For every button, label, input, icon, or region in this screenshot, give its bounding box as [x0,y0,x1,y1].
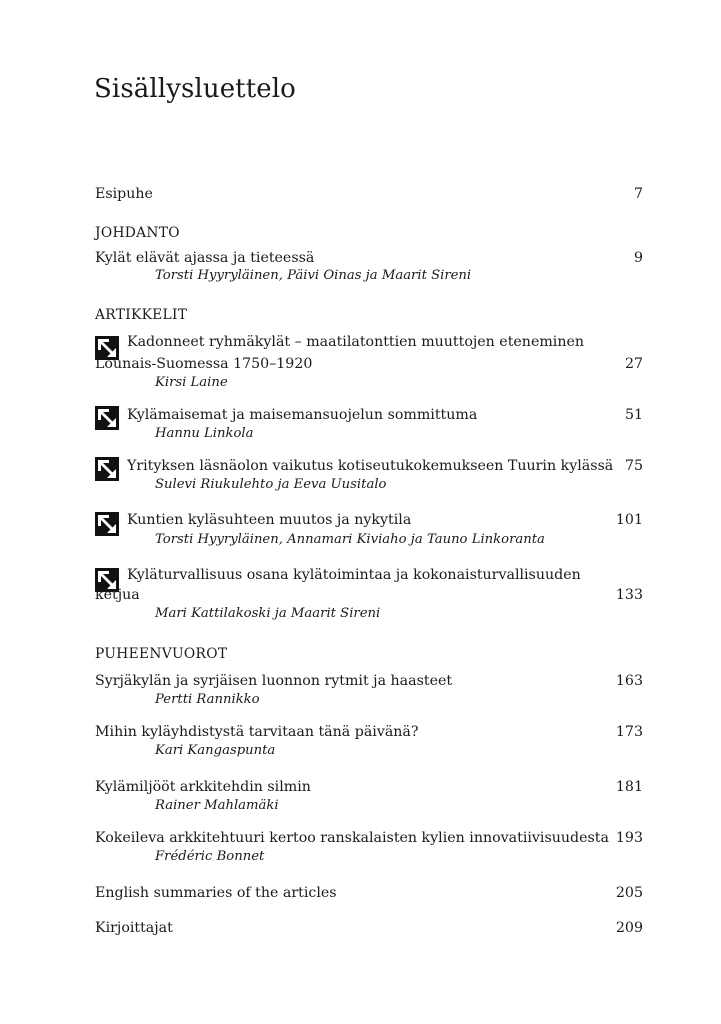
entry-title: Kyläturvallisuus osana kylätoimintaa ja kokonaisturvallisuuden [127,567,581,583]
entry-page: 163 [615,673,643,689]
entry-title: Kirjoittajat [95,920,173,936]
peer-review-mark-icon [95,406,119,430]
entry-page: 133 [615,587,643,603]
toc-entry-title-line1[interactable] [127,565,643,585]
toc-entry[interactable] [95,777,643,797]
toc-entry[interactable] [95,248,643,268]
entry-title: Kadonneet ryhmäkylät – maatilatonttien muuttojen eteneminen [127,334,584,350]
toc-entry[interactable] [127,405,643,425]
entry-title-cont: ketjua [95,587,140,603]
section-heading-johdanto: JOHDANTO [95,225,180,241]
peer-review-mark-icon [95,457,119,481]
entry-authors: Torsti Hyyryläinen, Päivi Oinas ja Maarit Sireni [155,268,472,283]
entry-page: 27 [624,356,643,372]
toc-entry[interactable] [95,671,643,691]
entry-title: Kylämaisemat ja maisemansuojelun sommittuma [127,407,478,423]
entry-authors: Frédéric Bonnet [155,849,265,864]
toc-entry[interactable] [127,456,643,476]
toc-entry[interactable] [95,354,643,374]
entry-title-cont: Lounais-Suomessa 1750–1920 [95,356,313,372]
entry-title: Mihin kyläyhdistystä tarvitaan tänä päivänä? [95,724,419,740]
entry-page: 193 [615,830,643,846]
entry-authors: Kirsi Laine [155,375,228,390]
entry-page: 101 [615,512,643,528]
peer-review-mark-icon [95,512,119,536]
entry-page: 9 [633,250,643,266]
entry-title: Yrityksen läsnäolon vaikutus kotiseutukokemukseen Tuurin kylässä [127,458,614,474]
entry-page: 173 [615,724,643,740]
toc-entry[interactable] [95,918,643,938]
entry-authors: Rainer Mahlamäki [155,798,279,813]
entry-title: Kokeileva arkkitehtuuri kertoo ranskalaisten kylien innovatiivisuudesta [95,830,609,846]
entry-page: 205 [615,885,643,901]
entry-title: Syrjäkylän ja syrjäisen luonnon rytmit ja haasteet [95,673,453,689]
entry-authors: Torsti Hyyryläinen, Annamari Kiviaho ja Tauno Linkoranta [155,532,545,547]
entry-authors: Hannu Linkola [155,426,254,441]
entry-title: English summaries of the articles [95,885,337,901]
toc-entry[interactable] [95,585,643,605]
toc-entry[interactable] [95,722,643,742]
entry-authors: Kari Kangaspunta [155,743,276,758]
entry-page: 209 [615,920,643,936]
toc-entry[interactable] [95,883,643,903]
entry-page: 181 [615,779,643,795]
toc-entry-title-line1[interactable] [127,332,643,352]
section-heading-puheenvuorot: PUHEENVUOROT [95,646,228,662]
toc-entry[interactable] [127,510,643,530]
entry-authors: Mari Kattilakoski ja Maarit Sireni [155,606,381,621]
toc-entry-esipuhe[interactable] [95,184,643,204]
entry-page: 51 [624,407,643,423]
entry-page: 75 [624,458,643,474]
entry-authors: Sulevi Riukulehto ja Eeva Uusitalo [155,477,387,492]
toc-entry[interactable] [95,828,643,848]
entry-title: Esipuhe [95,186,153,202]
entry-title: Kuntien kyläsuhteen muutos ja nykytila [127,512,412,528]
entry-title: Kylämiljööt arkkitehdin silmin [95,779,311,795]
entry-authors: Pertti Rannikko [155,692,260,707]
page-title: Sisällysluettelo [94,74,296,104]
entry-title: Kylät elävät ajassa ja tieteessä [95,250,315,266]
section-heading-artikkelit: ARTIKKELIT [95,307,188,323]
entry-page: 7 [633,186,643,202]
